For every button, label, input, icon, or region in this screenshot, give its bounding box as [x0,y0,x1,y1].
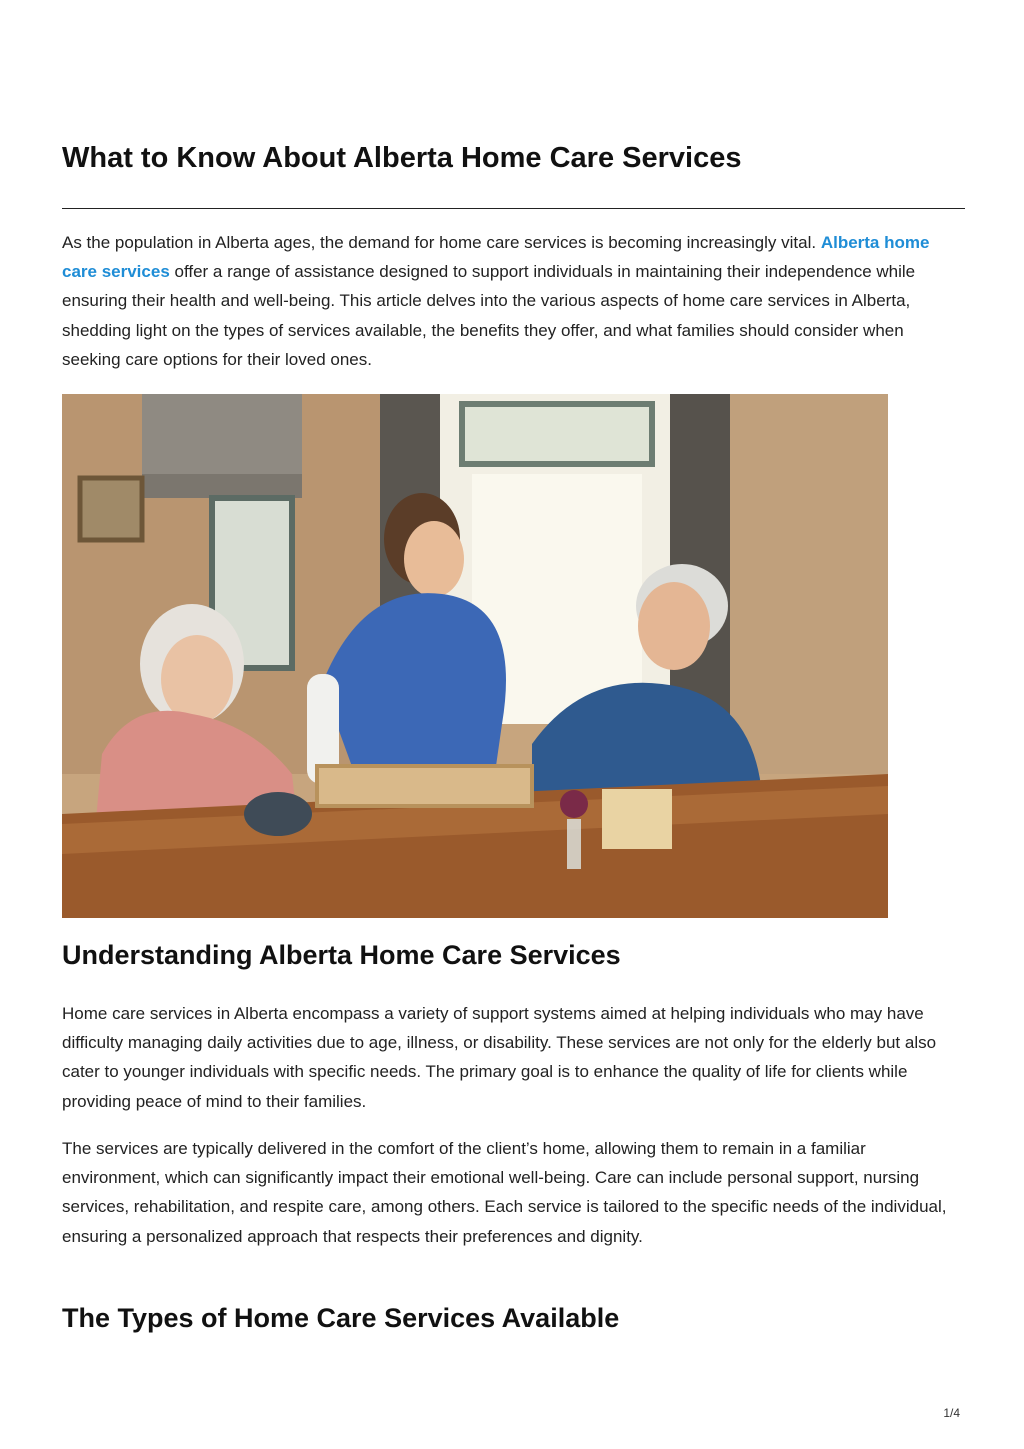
intro-text-before: As the population in Alberta ages, the demand for home care services is becoming increasingly vital. [62,233,821,252]
intro-paragraph [62,228,965,374]
article-title: What to Know About Alberta Home Care Services [62,142,742,174]
caregiver-photo [62,394,888,918]
alberta-home-care-link[interactable]: Alberta home care services [62,233,930,282]
intro-text-after: offer a range of assistance designed to support individuals in maintaining their independence while ensuring their health and well-being. This article delves into the various aspects of home care services in Alberta, shedding light on the types of services available, the benefits they offer, and what families should consider when seeking care options for their loved ones. [62,262,916,369]
section-paragraph: Home care services in Alberta encompass a variety of support systems aimed at helping individuals who may have difficulty managing daily activities due to age, illness, or disability. These services are not only for the elderly but also cater to younger individuals with specific needs. The primary goal is to enhance the quality of life for clients while providing peace of mind to their families. [62,1004,937,1111]
section-paragraph: The services are typically delivered in the comfort of the client’s home, allowing them to remain in a familiar environment, which can significantly impact their emotional well-being. Care can include personal support, nursing services, rehabilitation, and respite care, among others. Each service is tailored to the specific needs of the individual, ensuring a personalized approach that respects their preferences and dignity. [62,1139,947,1246]
page-number: 1/4 [943,1406,960,1420]
title-divider [62,208,965,209]
section-heading-types: The Types of Home Care Services Available [62,1303,620,1333]
section-heading-understanding: Understanding Alberta Home Care Services [62,940,621,970]
